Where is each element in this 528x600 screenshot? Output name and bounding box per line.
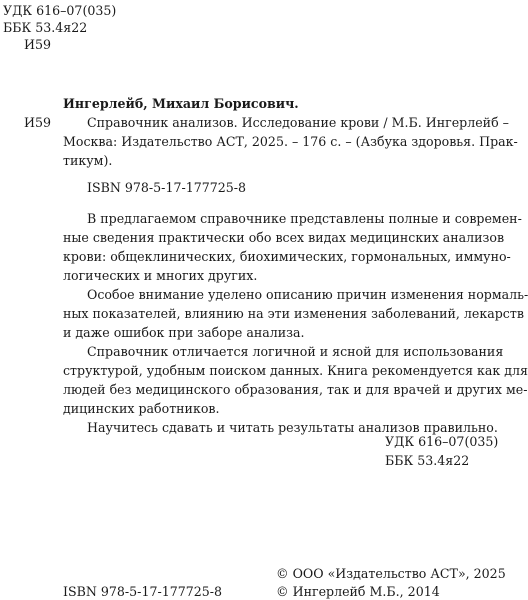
- copyright-publisher: © ООО «Издательство АСТ», 2025: [276, 566, 506, 581]
- annotation-line: людей без медицинского образования, так и для врачей и других ме-: [63, 382, 528, 397]
- isbn-record: ISBN 978-5-17-177725-8: [87, 180, 247, 195]
- bbk-code-top: ББК 53.4я22: [3, 20, 88, 35]
- udk-code-bottom: УДК 616–07(035): [385, 434, 499, 449]
- annotation-line: ных показателей, влиянию на эти изменения заболеваний, лекарств: [63, 306, 524, 321]
- description-line: Москва: Издательство АСТ, 2025. – 176 с. – (Азбука здоровья. Прак-: [63, 134, 518, 149]
- annotation-line: крови: общеклинических, биохимических, гормональных, иммуно-: [63, 249, 511, 264]
- annotation-line: логических и многих других.: [63, 268, 258, 283]
- annotation-line: и даже ошибок при заборе анализа.: [63, 325, 305, 340]
- annotation-line: В предлагаемом справочнике представлены полные и современ-: [87, 211, 522, 226]
- annotation-line: структурой, удобным поиском данных. Книга рекомендуется как для: [63, 363, 528, 378]
- author-mark-top: И59: [24, 37, 52, 52]
- copyright-author: © Ингерлейб М.Б., 2014: [276, 584, 440, 599]
- udk-code-top: УДК 616–07(035): [3, 3, 117, 18]
- bbk-code-bottom: ББК 53.4я22: [385, 453, 470, 468]
- annotation-line: Научитесь сдавать и читать результаты анализов правильно.: [87, 420, 498, 435]
- isbn-footer: ISBN 978-5-17-177725-8: [63, 584, 223, 599]
- annotation: [63, 211, 528, 521]
- bibliographic-description: [63, 115, 518, 169]
- description-line: тикум).: [63, 153, 113, 168]
- annotation-line: дицинских работников.: [63, 401, 220, 416]
- annotation-line: Особое внимание уделено описанию причин изменения нормаль-: [87, 287, 528, 302]
- description-line: Справочник анализов. Исследование крови / М.Б. Ингерлейб –: [87, 115, 509, 130]
- author-mark: И59: [24, 115, 52, 130]
- author-heading: Ингерлейб, Михаил Борисович.: [63, 96, 299, 111]
- annotation-line: Справочник отличается логичной и ясной для использования: [87, 344, 504, 359]
- annotation-line: ные сведения практически обо всех видах медицинских анализов: [63, 230, 505, 245]
